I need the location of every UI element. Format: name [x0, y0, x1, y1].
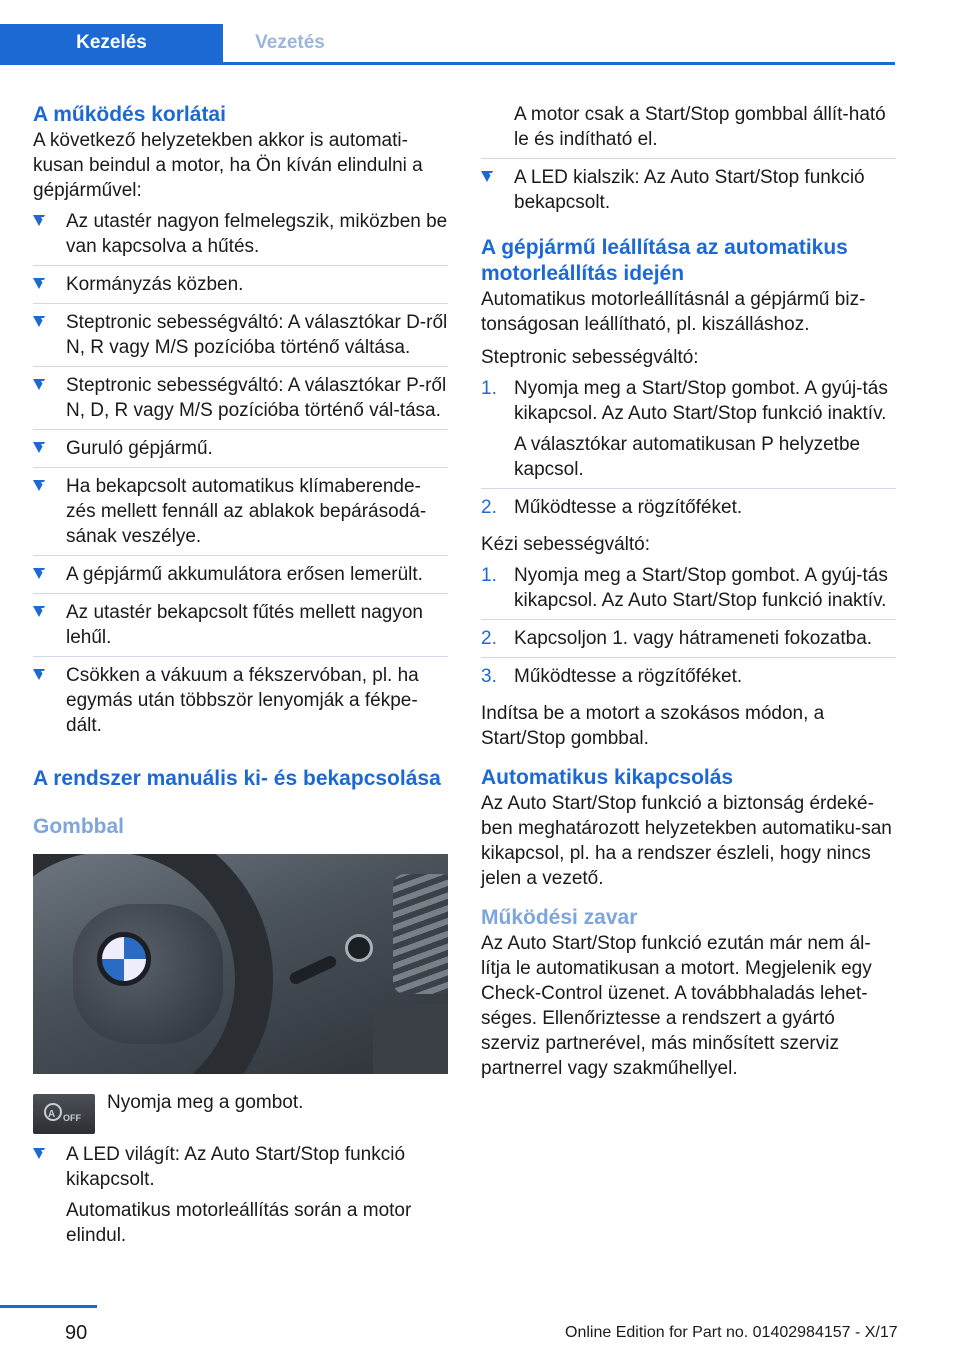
- tab-vezetes[interactable]: Vezetés: [255, 32, 325, 53]
- list-item: 3. Működtesse a rögzítőféket.: [481, 666, 743, 687]
- edition-note: Online Edition for Part no. 01402984157 - X/17: [565, 1324, 898, 1341]
- right-column: [481, 102, 896, 1081]
- list-item: A LED kialszik: Az Auto Start/Stop funkció bekapcsolt.: [481, 165, 896, 221]
- list-item: A gépjármű akkumulátora erősen lemerült.: [33, 562, 448, 594]
- left-column: [33, 102, 448, 1254]
- heading-limits: A működés korlátai: [33, 103, 226, 126]
- list-item: 2. Működtesse a rögzítőféket.: [481, 497, 743, 518]
- chapter-tabs: [0, 24, 895, 65]
- control-panel-illustration: [373, 1004, 448, 1074]
- led-sub-text: Automatikus motorleállítás során a motor elindul.: [66, 1200, 412, 1246]
- triangle-bullet-icon: [33, 568, 45, 579]
- continued-text: A motor csak a Start/Stop gombbal állít-ható le és indítható el.: [514, 104, 886, 150]
- page-number: 90: [65, 1322, 88, 1344]
- steptronic-steps: [481, 376, 896, 526]
- triangle-bullet-icon: [33, 442, 45, 453]
- button-row: [33, 1090, 448, 1136]
- heading-auto-off: Automatikus kikapcsolás: [481, 766, 734, 789]
- list-item: Csökken a vákuum a fékszervóban, pl. ha egymás után többször lenyomják a fékpe-dált.: [33, 663, 448, 744]
- led-list: [33, 1142, 448, 1254]
- parking-text: Automatikus motorleállításnál a gépjármű biz-tonságosan leállítható, pl. kiszálláshoz.: [481, 289, 866, 335]
- malfunction-text: Az Auto Start/Stop funkció ezután már nem ál-lítja le automatikusan a motort. Megjelenik egy Check-Control üzenet. A továbbhaladás lehet-séges. Ellenőriztesse a rendszert a gyártó szerviz partnerével, más minősített szerviz partnerrel vagy szakműhellyel.: [481, 933, 872, 1079]
- list-item: A LED világít: Az Auto Start/Stop funkció kikapcsolt. Automatikus motorleállítás során a motor elindul.: [33, 1142, 448, 1254]
- button-caption: Nyomja meg a gombot.: [107, 1092, 304, 1113]
- triangle-bullet-icon: [33, 480, 45, 491]
- footer-rule: [0, 1305, 97, 1308]
- air-vent-illustration: [393, 874, 448, 994]
- limits-intro: A következő helyzetekben akkor is automati-kusan beindul a motor, ha Ön kíván elindulni a gépjárművel:: [33, 130, 423, 201]
- heading-malfunction: Működési zavar: [481, 906, 638, 929]
- list-item: 2. Kapcsoljon 1. vagy hátrameneti fokozatba.: [481, 626, 896, 658]
- list-item: 1. Nyomja meg a Start/Stop gombot. A gyúj-tás kikapcsol. Az Auto Start/Stop funkció inaktív.: [481, 563, 896, 620]
- heading-by-button: Gombbal: [33, 815, 125, 838]
- list-item: Az utastér bekapcsolt fűtés mellett nagyon lehűl.: [33, 600, 448, 657]
- list-item: Az utastér nagyon felmelegszik, miközben be van kapcsolva a hűtés.: [33, 209, 448, 266]
- cockpit-photo: [33, 854, 448, 1074]
- start-text: Indítsa be a motort a szokásos módon, a Start/Stop gombbal.: [481, 703, 825, 749]
- list-item: Ha bekapcsolt automatikus klímaberende-zés mellett fennáll az ablakok bepárásodá-sának veszélye.: [33, 474, 448, 556]
- bmw-logo-icon: [97, 932, 151, 986]
- heading-manual-switch: A rendszer manuális ki- és bekapcsolása: [33, 767, 441, 790]
- auto-start-stop-off-button-icon: A OFF: [33, 1094, 95, 1134]
- auto-off-text: Az Auto Start/Stop funkció a biztonság érdeké-ben meghatározott helyzetekben automatiku-san kikapcsol, pl. ha a rendszer észleli, hogy nincs jelen a vezető.: [481, 793, 892, 889]
- triangle-bullet-icon: [33, 606, 45, 617]
- triangle-bullet-icon: [33, 215, 45, 226]
- triangle-bullet-icon: [33, 278, 45, 289]
- list-item: Steptronic sebességváltó: A választókar P-ről N, D, R vagy M/S pozícióba történő vál-tása.: [33, 373, 448, 430]
- heading-parking: A gépjármű leállítása az automatikus motorleállítás idején: [481, 236, 848, 285]
- steering-hub-illustration: [73, 904, 223, 1044]
- triangle-bullet-icon: [33, 379, 45, 390]
- stalk-illustration: [288, 954, 338, 986]
- list-item: Steptronic sebességváltó: A választókar D-ről N, R vagy M/S pozícióba történő váltása.: [33, 310, 448, 367]
- start-stop-button-illustration: [345, 934, 373, 962]
- limits-list: [33, 209, 448, 744]
- manual-label: Kézi sebességváltó:: [481, 534, 650, 555]
- triangle-bullet-icon: [33, 316, 45, 327]
- led-off-list: [481, 158, 896, 221]
- list-item: Kormányzás közben.: [33, 272, 448, 304]
- steptronic-label: Steptronic sebességváltó:: [481, 347, 699, 368]
- triangle-bullet-icon: [481, 171, 493, 182]
- manual-steps: [481, 563, 896, 695]
- triangle-bullet-icon: [33, 669, 45, 680]
- list-item: 1. Nyomja meg a Start/Stop gombot. A gyúj-tás kikapcsol. Az Auto Start/Stop funkció inaktív. A választókar automatikusan P helyzetbe kapcsol.: [481, 376, 896, 489]
- triangle-bullet-icon: [33, 1148, 45, 1159]
- tab-kezeles[interactable]: Kezelés: [0, 24, 223, 62]
- list-item: Guruló gépjármű.: [33, 436, 448, 468]
